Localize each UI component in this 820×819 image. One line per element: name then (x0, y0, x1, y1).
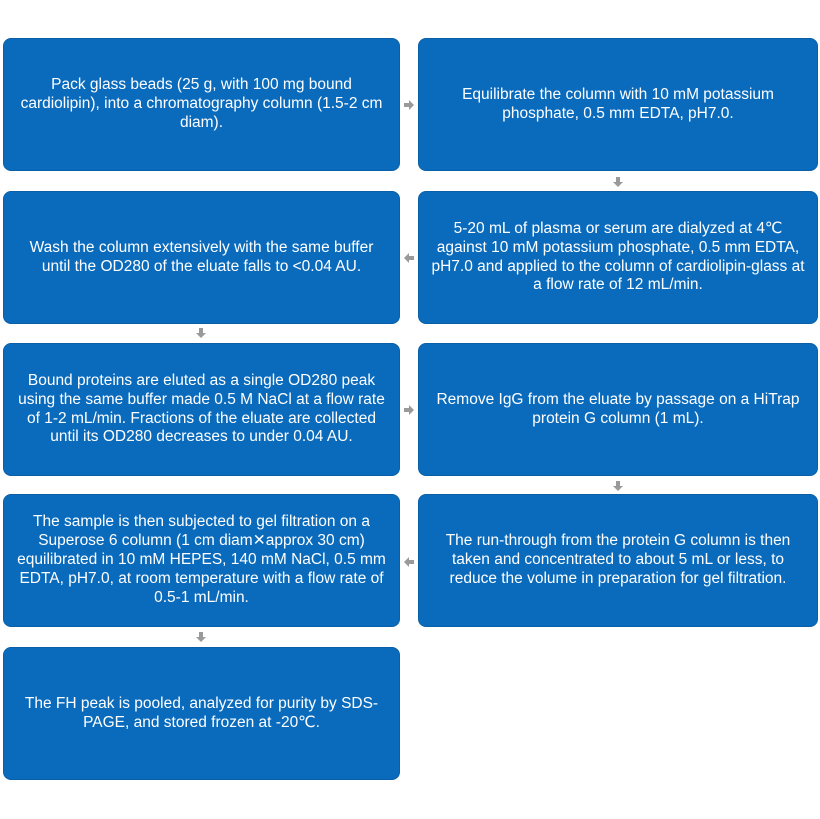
arrow-down-icon (612, 176, 624, 188)
arrow-right-icon (403, 99, 415, 111)
step-5-text: Bound proteins are eluted as a single OD280 peak using the same buffer made 0.5 M NaCl at a flow rate of 1-2 mL/min. Fractions of the eluate are collected until its OD280 decreases to under 0.04 AU. (18, 371, 385, 446)
arrow-down-icon (612, 480, 624, 492)
step-5-box (3, 343, 400, 476)
arrow-down-icon (195, 327, 207, 339)
step-4-text: Wash the column extensively with the same buffer until the OD280 of the eluate falls to <0.04 AU. (29, 238, 374, 275)
step-9-box (3, 647, 400, 780)
step-9-text: The FH peak is pooled, analyzed for purity by SDS-PAGE, and stored frozen at -20℃. (24, 694, 379, 731)
step-6-text: Remove IgG from the eluate by passage on a HiTrap protein G column (1 mL). (436, 390, 800, 427)
step-1-text: Pack glass beads (25 g, with 100 mg bound cardiolipin), into a chromatography column (1.5-2 cm diam). (20, 76, 383, 131)
step-4-box (3, 191, 400, 324)
step-8-box (3, 494, 400, 627)
step-7-box (418, 494, 818, 627)
arrow-left-icon (403, 252, 415, 264)
step-2-text: Equilibrate the column with 10 mM potassium phosphate, 0.5 mm EDTA, pH7.0. (462, 85, 774, 122)
arrow-right-icon (403, 404, 415, 416)
step-1-box (3, 38, 400, 171)
step-6-box (418, 343, 818, 476)
step-3-text: 5-20 mL of plasma or serum are dialyzed at 4℃ against 10 mM potassium phosphate, 0.5 mm EDTA, pH7.0 and applied to the column of cardiolipin-glass at a flow rate of 12 mL/min. (431, 219, 805, 294)
step-7-text: The run-through from the protein G column is then taken and concentrated to about 5 mL or less, to reduce the volume in preparation for gel filtration. (445, 532, 791, 587)
step-3-box (418, 191, 818, 324)
step-8-text: The sample is then subjected to gel filtration on a Superose 6 column (1 cm diam✕approx 30 cm) equilibrated in 10 mM HEPES, 140 mM NaCl, 0.5 mm EDTA, pH7.0, at room temperature with a flow rate of 0.5-1 mL/min. (17, 513, 386, 606)
arrow-left-icon (403, 556, 415, 568)
arrow-down-icon (195, 631, 207, 643)
step-2-box (418, 38, 818, 171)
